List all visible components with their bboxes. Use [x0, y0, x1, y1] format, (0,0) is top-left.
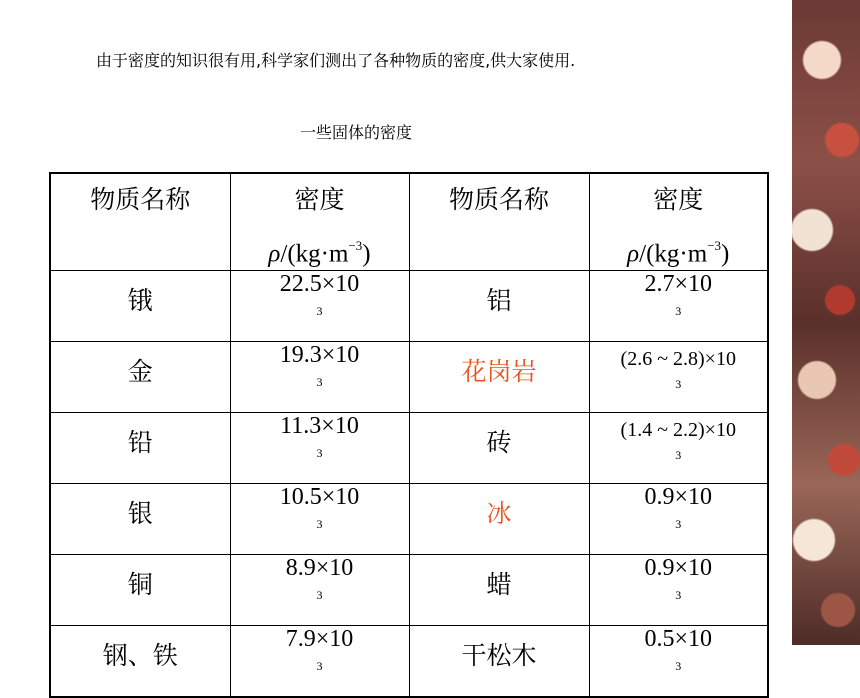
substance-name-cell	[409, 484, 589, 555]
intro-text: 由于密度的知识很有用,科学家们测出了各种物质的密度,供大家使用.	[96, 51, 576, 70]
substance-name: 干松木	[461, 641, 537, 670]
density-exponent: 3	[316, 517, 323, 531]
table-row	[50, 271, 768, 342]
substance-name-cell	[50, 626, 230, 698]
substance-name-cell	[409, 413, 589, 484]
table-row	[50, 342, 768, 413]
substance-name: 银	[127, 499, 153, 528]
density-exponent: 3	[316, 659, 323, 673]
density-value	[231, 342, 409, 404]
substance-name-cell	[409, 271, 589, 342]
density-exponent: 3	[675, 304, 682, 318]
header-density-unit	[590, 240, 768, 268]
substance-name-cell	[50, 342, 230, 413]
unit-exponent: −3	[707, 238, 722, 253]
density-value	[590, 419, 768, 475]
density-value-cell	[230, 484, 409, 555]
substance-name: 钢、铁	[102, 641, 178, 670]
substance-name: 铜	[127, 570, 153, 599]
unit-close: )	[721, 240, 730, 268]
substance-name-highlighted: 冰	[486, 499, 512, 528]
substance-name-cell	[409, 342, 589, 413]
density-value	[590, 271, 768, 333]
substance-name-cell	[50, 484, 230, 555]
density-base: 7.9×10	[285, 626, 354, 652]
density-exponent: 3	[675, 377, 682, 392]
header-name-right	[409, 173, 589, 271]
density-exponent: 3	[316, 304, 323, 318]
density-base: 0.9×10	[644, 484, 713, 510]
rho-symbol: ρ	[268, 240, 281, 268]
density-value	[590, 348, 768, 404]
substance-name-cell	[50, 413, 230, 484]
density-exponent: 3	[675, 659, 682, 673]
header-density-label: 密度	[294, 185, 345, 214]
substance-name-cell	[409, 626, 589, 698]
density-value	[231, 555, 409, 617]
rho-symbol: ρ	[627, 240, 640, 268]
density-value-cell	[589, 342, 768, 413]
substance-name-cell	[50, 271, 230, 342]
density-value-cell	[230, 626, 409, 698]
unit-close: )	[362, 240, 371, 268]
density-base: (1.4 ~ 2.2)×10	[620, 419, 736, 442]
density-value-cell	[589, 413, 768, 484]
density-base: 0.5×10	[644, 626, 713, 652]
substance-name-highlighted: 花岗岩	[461, 357, 537, 386]
header-density-label: 密度	[653, 185, 704, 214]
density-value	[590, 626, 768, 688]
table-row	[50, 626, 768, 698]
unit-exponent: −3	[348, 238, 363, 253]
density-exponent: 3	[675, 517, 682, 531]
substance-name: 锇	[127, 286, 153, 315]
header-name-label: 物质名称	[90, 185, 191, 214]
table-title: 一些固体的密度	[300, 123, 413, 142]
density-value-cell	[589, 484, 768, 555]
density-base: 22.5×10	[279, 271, 360, 297]
density-value-cell	[230, 555, 409, 626]
density-exponent: 3	[675, 588, 682, 602]
density-base: 2.7×10	[644, 271, 713, 297]
substance-name: 金	[127, 357, 153, 386]
blossom-decoration-image	[792, 0, 860, 645]
density-value	[231, 626, 409, 688]
table-row	[50, 555, 768, 626]
density-base: 19.3×10	[279, 342, 360, 368]
header-density-unit	[231, 240, 409, 268]
header-density-left	[230, 173, 409, 271]
density-exponent: 3	[316, 446, 323, 460]
unit-base: /(kg·m	[280, 240, 349, 268]
density-value	[590, 555, 768, 617]
density-value-cell	[589, 271, 768, 342]
header-name-label: 物质名称	[448, 185, 549, 214]
density-base: 8.9×10	[285, 555, 354, 581]
substance-name: 铝	[486, 286, 512, 315]
density-exponent: 3	[675, 448, 682, 463]
substance-name-cell	[50, 555, 230, 626]
density-value	[231, 413, 409, 475]
density-value	[231, 484, 409, 546]
density-value-cell	[230, 271, 409, 342]
substance-name-cell	[409, 555, 589, 626]
table-row	[50, 484, 768, 555]
unit-base: /(kg·m	[639, 240, 708, 268]
density-base: 10.5×10	[279, 484, 360, 510]
density-value-cell	[589, 555, 768, 626]
density-value	[231, 271, 409, 333]
header-density-right	[589, 173, 768, 271]
density-base: (2.6 ~ 2.8)×10	[620, 348, 736, 371]
density-table	[49, 172, 769, 698]
substance-name: 砖	[486, 428, 512, 457]
density-value	[590, 484, 768, 546]
density-exponent: 3	[316, 588, 323, 602]
density-value-cell	[589, 626, 768, 698]
density-value-cell	[230, 413, 409, 484]
header-name-left	[50, 173, 230, 271]
substance-name: 蜡	[486, 570, 512, 599]
density-value-cell	[230, 342, 409, 413]
density-base: 0.9×10	[644, 555, 713, 581]
density-exponent: 3	[316, 375, 323, 389]
substance-name: 铅	[127, 428, 153, 457]
table-row	[50, 413, 768, 484]
table-header-row	[50, 173, 768, 271]
density-base: 11.3×10	[280, 413, 359, 439]
